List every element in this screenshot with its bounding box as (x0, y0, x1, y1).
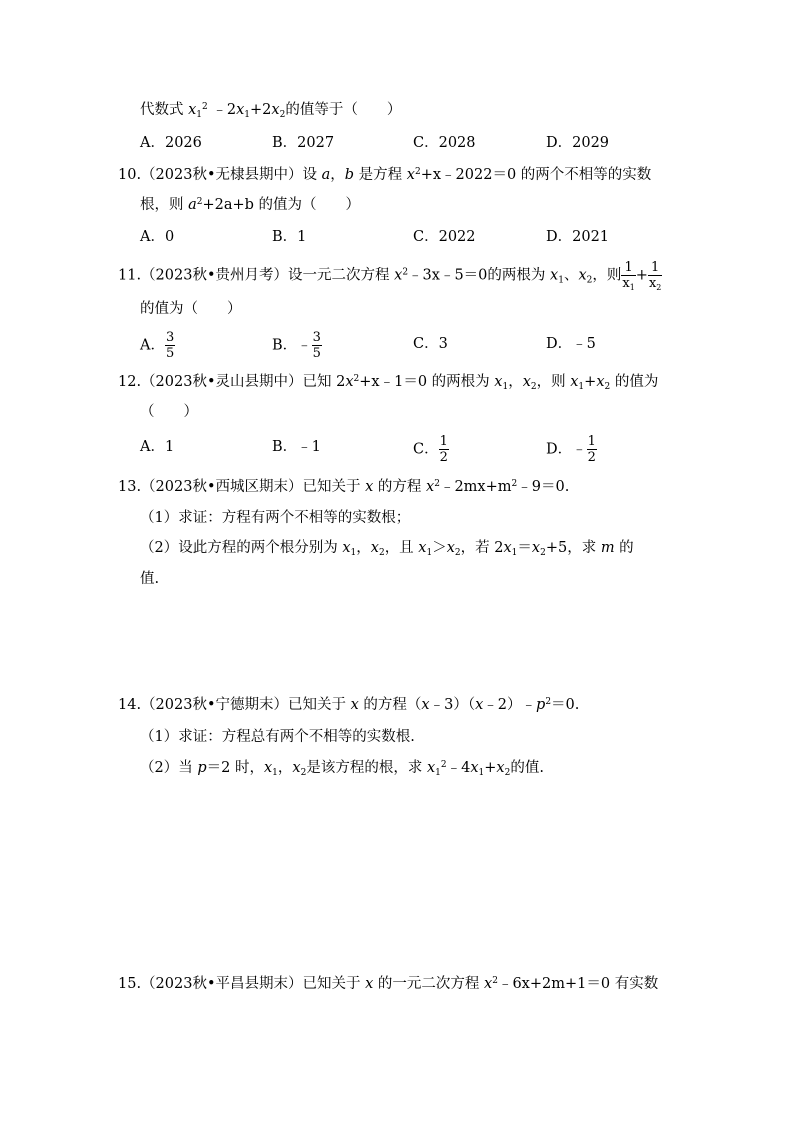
q12-option-a: A．1 (140, 439, 175, 455)
numerator: 1 (439, 434, 448, 449)
comma: ， (330, 167, 345, 183)
q10-stem-line1 (118, 165, 651, 185)
var-a: a (321, 167, 331, 183)
q9-stem (140, 100, 401, 120)
q14-text: （2）当 (140, 760, 198, 776)
numerator: 1 (648, 260, 662, 276)
q15-text: 的一元二次方程 (373, 976, 485, 992)
sub-2: 2 (586, 275, 593, 286)
q11-stem-line1 (118, 260, 662, 291)
var-x: x (236, 102, 245, 118)
q10-source: 10.（2023秋•无棣县期中）设 (118, 167, 322, 183)
q9-plus: +2 (250, 102, 272, 118)
q9-option-b: B．2027 (272, 135, 335, 151)
denominator: 2 (587, 450, 596, 465)
sub-1: 1 (578, 382, 585, 392)
sub-1: 1 (196, 110, 203, 120)
var-x: x (578, 267, 587, 284)
sub-1: 1 (350, 548, 357, 558)
var-x: x (470, 760, 479, 776)
fraction-1-2 (587, 434, 597, 465)
gt-sign: ＞ (432, 540, 447, 556)
den-x: x (622, 276, 630, 291)
sub-1: 1 (272, 768, 278, 778)
q13-text: 的 (614, 540, 634, 556)
sup-2: 2 (353, 374, 360, 384)
denominator: 2 (439, 450, 448, 465)
var-x: x (426, 760, 436, 776)
q9-stem-prefix: 代数式 (140, 102, 189, 118)
option-label: B．﹣ (272, 337, 312, 354)
eq-sign: ＝ (517, 540, 532, 556)
q10-option-a: A．0 (140, 229, 175, 245)
q10-text: 根，则 (140, 197, 189, 213)
q15-stem (118, 974, 658, 994)
q14-text: ﹣2）﹣ (483, 697, 537, 713)
var-x: x (503, 540, 512, 556)
denominator: 5 (312, 346, 321, 361)
sub-2: 2 (300, 768, 307, 778)
var-x: x (570, 374, 579, 390)
q14-text: ﹣4 (446, 760, 471, 776)
sup-2: 2 (434, 479, 440, 489)
var-b: b (344, 167, 355, 183)
numerator: 3 (165, 330, 175, 345)
sup-2: 2 (440, 760, 447, 770)
q12-ask: 的值为 (610, 374, 659, 390)
q9-minus: ﹣2 (207, 102, 237, 118)
sub-2: 2 (279, 110, 286, 120)
q13-text: +5，求 (545, 540, 601, 556)
q10-option-d: D．2021 (546, 229, 610, 245)
plus-sign: + (635, 267, 648, 284)
q14-text: ＝2 时， (206, 760, 264, 776)
sub-1: 1 (435, 768, 441, 778)
q10-text: 是方程 (354, 167, 407, 183)
var-x: x (370, 540, 379, 556)
var-x: x (271, 102, 280, 118)
option-label: A． (140, 337, 165, 354)
q10-option-b: B．1 (272, 229, 307, 245)
fraction-3-5 (312, 330, 322, 361)
var-x: x (406, 167, 415, 183)
sub-1: 1 (426, 548, 433, 558)
q10-stem-line2 (140, 195, 360, 215)
var-x: x (531, 540, 541, 556)
q13-text: ，且 (384, 540, 419, 556)
sup-2: 2 (414, 167, 421, 177)
den-x: x (648, 276, 657, 291)
q14-stem (118, 695, 579, 715)
q14-part2: （2）当 p＝2 时，$x_1$，$x_2$是该方程的根，求 $x_1^2﹣4x_1+x_2$的值. (140, 760, 544, 778)
sub-2: 2 (656, 283, 662, 292)
denominator (648, 276, 662, 291)
var-x: x (550, 267, 559, 284)
sub-2: 2 (530, 382, 537, 392)
denominator (621, 276, 635, 291)
q13-equation: ﹣2mx+m (439, 479, 512, 495)
q10-option-c: C．2022 (413, 229, 476, 245)
var-x: x (188, 102, 197, 118)
q13-part1: （1）求证：方程有两个不相等的实数根； (140, 510, 411, 526)
var-x: x (484, 976, 493, 992)
sup-2: 2 (202, 102, 208, 112)
var-x: x (446, 540, 455, 556)
var-x: x (342, 540, 351, 556)
sup-2: 2 (545, 697, 552, 707)
q10-ask: 的值为（ ） (253, 197, 361, 213)
sub-2: 2 (454, 548, 461, 558)
q12-option-c (413, 434, 449, 465)
q11-stem-line2: 的值为（ ） (140, 301, 242, 317)
q11-sep: 、 (563, 267, 579, 284)
sup-2: 2 (511, 479, 518, 489)
q12-stem-line1: 12.（2023秋•灵山县期中）已知 $2x^2+x﹣1=0$ 的两根为 $x_1$，$x_2$，则 $x_1+x_2$ 的值为 (118, 374, 659, 392)
q13-equation-end: ﹣9＝0. (517, 479, 570, 495)
q12-source: 12.（2023秋•灵山县期中）已知 2 (118, 374, 346, 390)
q12-equation: +x﹣1＝0 的两根为 (359, 374, 495, 390)
var-x: x (365, 479, 374, 495)
q14-part1: （1）求证：方程总有两个不相等的实数根. (140, 729, 415, 745)
comma: ， (508, 374, 523, 390)
var-x: x (596, 374, 605, 390)
q14-equation-end: ＝0. (551, 697, 580, 713)
var-x: x (345, 374, 354, 390)
q11-option-a (140, 330, 175, 361)
sub-2: 2 (504, 768, 511, 778)
q14-text: ﹣3）（ (429, 697, 476, 713)
q13-stem (118, 477, 569, 497)
q9-option-d: D．2029 (546, 135, 610, 151)
var-x: x (494, 374, 503, 390)
sup-2: 2 (196, 197, 203, 207)
fraction-1-over-x2 (648, 260, 662, 291)
q13-text: （2）设此方程的两个根分别为 (140, 540, 343, 556)
q11-option-c: C．3 (413, 336, 448, 352)
var-x: x (421, 697, 430, 713)
sup-2: 2 (492, 976, 498, 986)
var-x: x (292, 760, 301, 776)
var-m: m (600, 540, 615, 556)
q12-option-d (546, 434, 597, 465)
option-label: C． (413, 441, 439, 458)
q13-part2 (140, 538, 634, 558)
var-x: x (394, 267, 403, 284)
option-label: D．﹣ (546, 441, 587, 458)
q11-then: ，则 (592, 267, 622, 284)
var-a: a (188, 197, 197, 213)
q12-option-b: B．﹣1 (272, 439, 321, 455)
var-x: x (522, 374, 531, 390)
q11-source: 11.（2023秋•贵州月考）设一元二次方程 (118, 267, 395, 284)
denominator: 5 (165, 346, 175, 361)
sub-1: 1 (478, 768, 485, 778)
q13-part2-end: 值. (140, 571, 160, 587)
sub-2: 2 (604, 382, 611, 392)
var-x: x (426, 479, 435, 495)
sup-2: 2 (402, 267, 409, 278)
q11-equation: ﹣3x﹣5＝0的两根为 (408, 267, 551, 284)
q10-equation: +x﹣2022＝0 的两个不相等的实数 (420, 167, 652, 183)
q9-suffix: 的值等于（ ） (285, 102, 402, 118)
q12-then: ，则 (536, 374, 571, 390)
fraction-3-5 (165, 330, 175, 361)
comma: ， (277, 760, 293, 776)
fraction-1-over-x1 (621, 260, 635, 291)
var-x: x (418, 540, 427, 556)
q12-stem-line2: （ ） (140, 404, 198, 420)
q15-source: 15.（2023秋•平昌县期末）已知关于 (118, 976, 366, 992)
fraction-1-2 (439, 434, 449, 465)
q13-source: 13.（2023秋•西城区期末）已知关于 (118, 479, 366, 495)
var-p: p (197, 760, 207, 776)
sub-1: 1 (558, 275, 564, 286)
var-x: x (365, 976, 374, 992)
sub-2: 2 (378, 548, 385, 558)
sub-1: 1 (244, 110, 251, 120)
var-x: x (350, 697, 359, 713)
numerator: 3 (312, 330, 321, 345)
sub-1: 1 (629, 283, 635, 292)
sub-2: 2 (540, 548, 546, 558)
var-x: x (263, 760, 273, 776)
numerator: 1 (587, 434, 596, 449)
q14-text: 是该方程的根，求 (306, 760, 427, 776)
q13-text: 的方程 (373, 479, 427, 495)
var-x: x (496, 760, 505, 776)
sub-1: 1 (502, 382, 509, 392)
q11-option-d: D．﹣5 (546, 336, 596, 352)
q9-option-c: C．2028 (413, 135, 476, 151)
var-p: p (536, 697, 546, 713)
sub-1: 1 (511, 548, 518, 558)
comma: ， (356, 540, 371, 556)
q9-option-a: A．2026 (140, 135, 202, 151)
q13-text: ，若 2 (460, 540, 504, 556)
q11-option-b (272, 330, 322, 361)
var-x: x (475, 697, 484, 713)
q14-source: 14.（2023秋•宁德期末）已知关于 (118, 697, 351, 713)
q15-equation: ﹣6x+2m+1＝0 有实数 (497, 976, 659, 992)
q14-text: 的值. (510, 760, 544, 776)
q14-text: 的方程（ (358, 697, 422, 713)
q10-expr: +2a+b (202, 197, 254, 213)
numerator: 1 (621, 260, 635, 276)
